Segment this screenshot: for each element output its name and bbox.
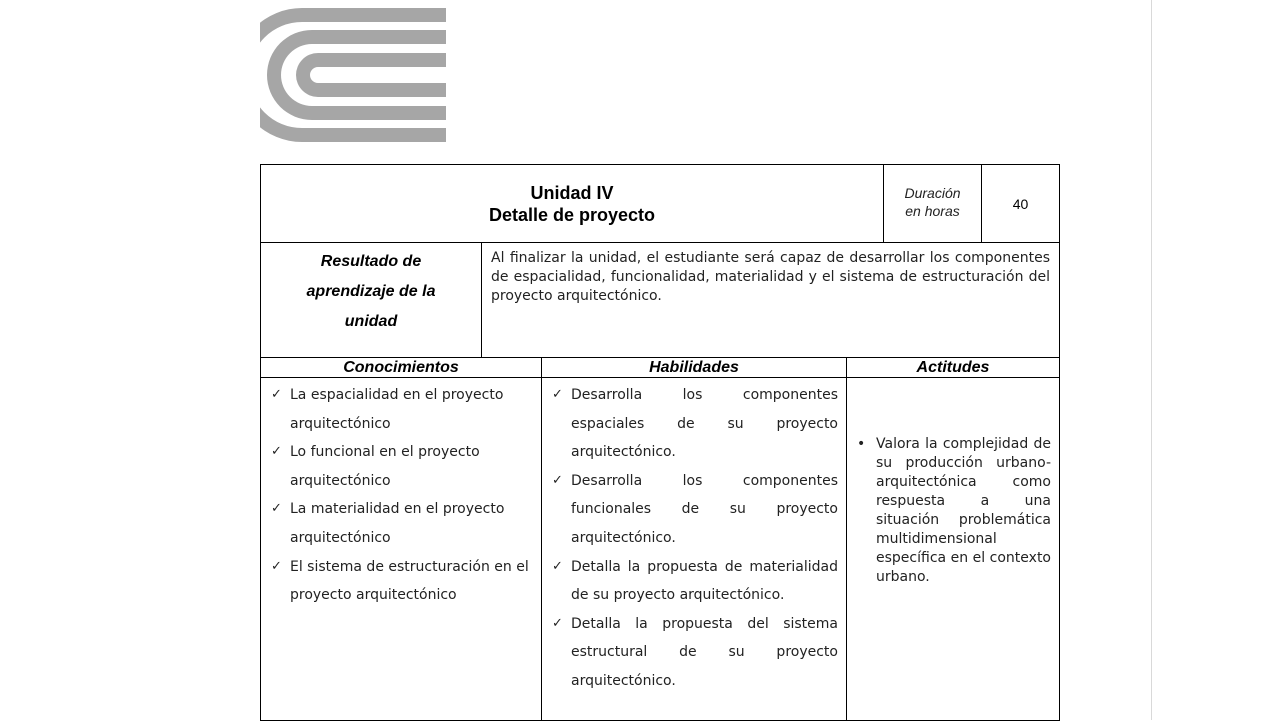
learning-result-label-line3: unidad (344, 313, 398, 330)
knowledge-item: ✓ Lo funcional en el proyecto arquitectónico (271, 438, 533, 495)
unit-title: Unidad IV (530, 182, 614, 203)
unit-subtitle: Detalle de proyecto (488, 204, 656, 225)
skills-list-cell (542, 378, 847, 721)
skills-list (542, 378, 846, 696)
checkmark-icon: ✓ (271, 444, 282, 460)
knowledge-list-cell (261, 378, 542, 721)
checkmark-icon: ✓ (271, 558, 282, 574)
skill-item: ✓ Detalla la propuesta del sistema estructural de su proyecto arquitectónico. (552, 610, 838, 696)
learning-result-text: Al finalizar la unidad, el estudiante será capaz de desarrollar los componentes de espacialidad, funcionalidad, materialidad y el sistema de estructuración del proyecto arquitectónico. (482, 243, 1060, 358)
learning-result-label-line1: Resultado de (320, 253, 422, 270)
checkmark-icon: ✓ (271, 501, 282, 517)
attitudes-header: Actitudes (847, 358, 1060, 378)
knowledge-item: ✓ La espacialidad en el proyecto arquitectónico (271, 381, 533, 438)
attitudes-list (847, 378, 1059, 587)
bullet-icon: • (857, 436, 866, 452)
duration-hours: 40 (982, 165, 1060, 243)
skill-item: ✓ Desarrolla los componentes espaciales de su proyecto arquitectónico. (552, 381, 838, 467)
attitude-item: • Valora la complejidad de su producción urbano-arquitectónica como respuesta a una situación problemática multidimensional específica en el contexto urbano. (857, 436, 1051, 585)
duration-label-line2: en horas (905, 203, 960, 219)
duration-label-cell (884, 165, 982, 243)
checkmark-icon: ✓ (552, 615, 563, 631)
unit-title-cell (261, 165, 884, 243)
checkmark-icon: ✓ (552, 387, 563, 402)
attitudes-list-cell (847, 378, 1060, 721)
knowledge-header: Conocimientos (261, 358, 542, 378)
checkmark-icon: ✓ (552, 472, 563, 488)
skill-item: ✓ Detalla la propuesta de materialidad de su proyecto arquitectónico. (552, 553, 838, 610)
learning-result-label-line2: aprendizaje de la (306, 283, 436, 300)
unit-table (260, 164, 1060, 721)
continental-logo (260, 8, 448, 142)
checkmark-icon: ✓ (271, 387, 282, 402)
knowledge-list (261, 378, 541, 610)
learning-result-label (261, 243, 482, 358)
knowledge-item: ✓ El sistema de estructuración en el proyecto arquitectónico (271, 553, 533, 610)
page-edge-divider (1151, 0, 1152, 720)
skills-header: Habilidades (542, 358, 847, 378)
duration-label-line1: Duración (904, 185, 961, 201)
knowledge-item: ✓ La materialidad en el proyecto arquitectónico (271, 495, 533, 552)
skill-item: ✓ Desarrolla los componentes funcionales de su proyecto arquitectónico. (552, 467, 838, 553)
checkmark-icon: ✓ (552, 558, 563, 574)
